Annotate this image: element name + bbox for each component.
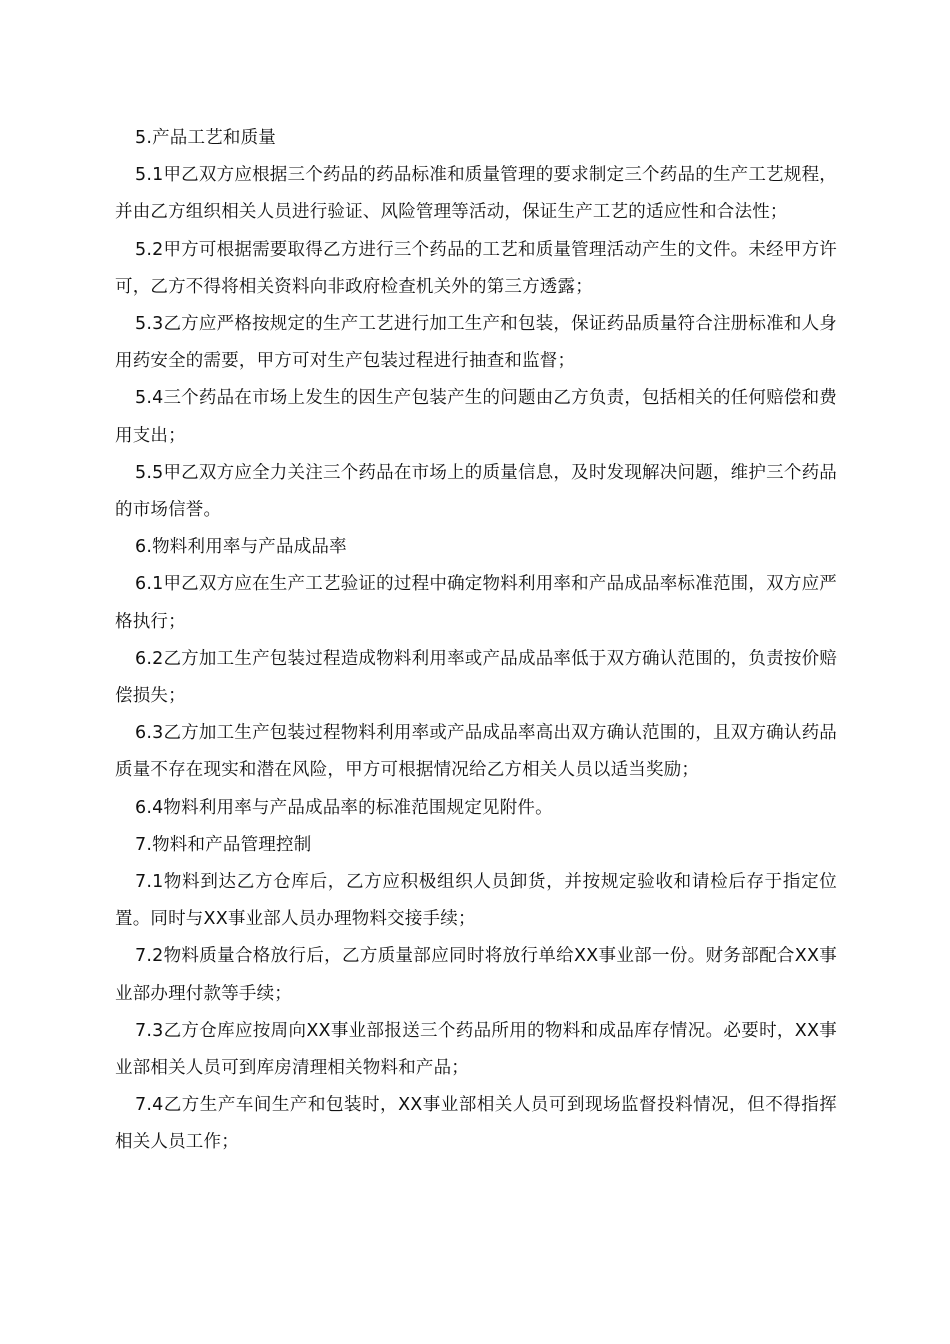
clause-5-3: 5.3乙方应严格按规定的生产工艺进行加工生产和包装，保证药品质量符合注册标准和人身用药安全的需要，甲方可对生产包装过程进行抽查和监督； <box>115 314 837 372</box>
clause-5-1: 5.1甲乙双方应根据三个药品的药品标准和质量管理的要求制定三个药品的生产工艺规程，并由乙方组织相关人员进行验证、风险管理等活动，保证生产工艺的适应性和合法性； <box>115 165 837 223</box>
section-heading-7: 7.物料和产品管理控制 <box>135 834 312 855</box>
clause-7-2: 7.2物料质量合格放行后，乙方质量部应同时将放行单给XX事业部一份。财务部配合XX事业部办理付款等手续； <box>115 946 837 1004</box>
clause-5-2: 5.2甲方可根据需要取得乙方进行三个药品的工艺和质量管理活动产生的文件。未经甲方许可，乙方不得将相关资料向非政府检查机关外的第三方透露； <box>115 239 837 297</box>
clause-7-1: 7.1物料到达乙方仓库后，乙方应积极组织人员卸货，并按规定验收和请检后存于指定位置。同时与XX事业部人员办理物料交接手续； <box>115 872 837 930</box>
clause-7-4: 7.4乙方生产车间生产和包装时，XX事业部相关人员可到现场监督投料情况，但不得指挥相关人员工作； <box>115 1095 837 1153</box>
section-heading-6: 6.物料利用率与产品成品率 <box>135 537 347 558</box>
clause-6-3: 6.3乙方加工生产包装过程物料利用率或产品成品率高出双方确认范围的，且双方确认药品质量不存在现实和潜在风险，甲方可根据情况给乙方相关人员以适当奖励； <box>115 723 837 781</box>
clause-5-5: 5.5甲乙双方应全力关注三个药品在市场上的质量信息，及时发现解决问题，维护三个药品的市场信誉。 <box>115 462 837 521</box>
document-body <box>115 120 837 1162</box>
section-heading-5: 5.产品工艺和质量 <box>135 128 276 148</box>
clause-7-3: 7.3乙方仓库应按周向XX事业部报送三个药品所用的物料和成品库存情况。必要时，XX事业部相关人员可到库房清理相关物料和产品； <box>115 1020 837 1079</box>
clause-6-1: 6.1甲乙双方应在生产工艺验证的过程中确定物料利用率和产品成品率标准范围，双方应严格执行； <box>115 574 837 632</box>
clause-5-4: 5.4三个药品在市场上发生的因生产包装产生的问题由乙方负责，包括相关的任何赔偿和费用支出； <box>115 388 837 446</box>
clause-6-4: 6.4物料利用率与产品成品率的标准范围规定见附件。 <box>135 797 553 818</box>
clause-6-2: 6.2乙方加工生产包装过程造成物料利用率或产品成品率低于双方确认范围的，负责按价赔偿损失； <box>115 648 837 707</box>
